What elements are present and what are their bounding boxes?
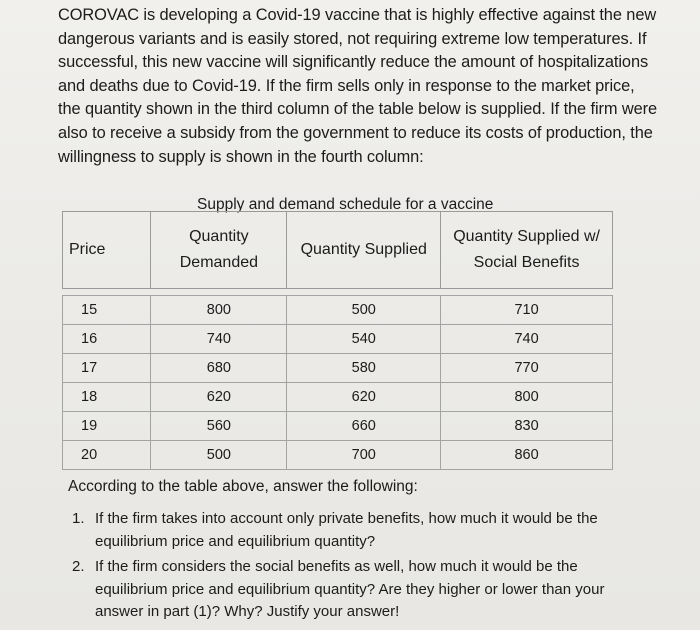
question-number: 1. xyxy=(72,510,85,527)
header-quantity-supplied: Quantity Supplied xyxy=(287,212,441,289)
question-item xyxy=(70,508,640,553)
header-quantity-demanded: Quantity Demanded xyxy=(151,212,287,289)
cell-quantity-demanded: 620 xyxy=(151,383,287,412)
cell-quantity-demanded: 800 xyxy=(151,296,287,325)
question-text: If the firm considers the social benefits as well, how much it would be the equilibrium price and equilibrium quantity? Are they higher or lower than your answer in part (1)? Why? Justify your answer! xyxy=(95,558,605,620)
cell-price: 19 xyxy=(63,412,151,441)
cell-quantity-supplied-social: 770 xyxy=(441,354,613,383)
cell-quantity-demanded: 500 xyxy=(151,441,287,470)
cell-quantity-supplied-social: 800 xyxy=(441,383,613,412)
table-spacer xyxy=(63,289,613,296)
question-number: 2. xyxy=(72,558,85,575)
question-list xyxy=(70,508,640,627)
table-row xyxy=(63,383,613,412)
question-item xyxy=(70,556,640,624)
cell-quantity-supplied: 540 xyxy=(287,325,441,354)
cell-quantity-demanded: 740 xyxy=(151,325,287,354)
cell-price: 16 xyxy=(63,325,151,354)
table-row xyxy=(63,296,613,325)
cell-price: 15 xyxy=(63,296,151,325)
cell-quantity-supplied-social: 860 xyxy=(441,441,613,470)
cell-quantity-demanded: 680 xyxy=(151,354,287,383)
supply-demand-table xyxy=(62,211,613,470)
table-row xyxy=(63,441,613,470)
cell-quantity-supplied: 660 xyxy=(287,412,441,441)
table-row xyxy=(63,412,613,441)
table-header-row xyxy=(63,212,613,289)
cell-price: 17 xyxy=(63,354,151,383)
cell-quantity-supplied-social: 710 xyxy=(441,296,613,325)
cell-quantity-supplied: 620 xyxy=(287,383,441,412)
cell-price: 20 xyxy=(63,441,151,470)
questions-prompt: According to the table above, answer the following: xyxy=(68,478,418,495)
table-row xyxy=(63,325,613,354)
table-row xyxy=(63,354,613,383)
cell-price: 18 xyxy=(63,383,151,412)
cell-quantity-supplied: 580 xyxy=(287,354,441,383)
intro-paragraph: COROVAC is developing a Covid-19 vaccine that is highly effective against the new dangerous variants and is easily stored, not requiring extreme low temperatures. If successful, this new vaccine will significantly reduce the amount of hospitalizations and deaths due to Covid-19. If the firm sells only in response to the market price, the quantity shown in the third column of the table below is supplied. If the firm were also to receive a subsidy from the government to reduce its costs of production, the willingness to supply is shown in the fourth column: xyxy=(58,6,657,166)
question-text: If the firm takes into account only private benefits, how much it would be the equilibrium price and equilibrium quantity? xyxy=(95,510,598,550)
cell-quantity-supplied-social: 830 xyxy=(441,412,613,441)
cell-quantity-supplied: 700 xyxy=(287,441,441,470)
header-price: Price xyxy=(63,212,151,289)
header-quantity-supplied-social: Quantity Supplied w/ Social Benefits xyxy=(441,212,613,289)
cell-quantity-supplied-social: 740 xyxy=(441,325,613,354)
cell-quantity-demanded: 560 xyxy=(151,412,287,441)
table-caption: Supply and demand schedule for a vaccine xyxy=(197,196,494,213)
cell-quantity-supplied: 500 xyxy=(287,296,441,325)
